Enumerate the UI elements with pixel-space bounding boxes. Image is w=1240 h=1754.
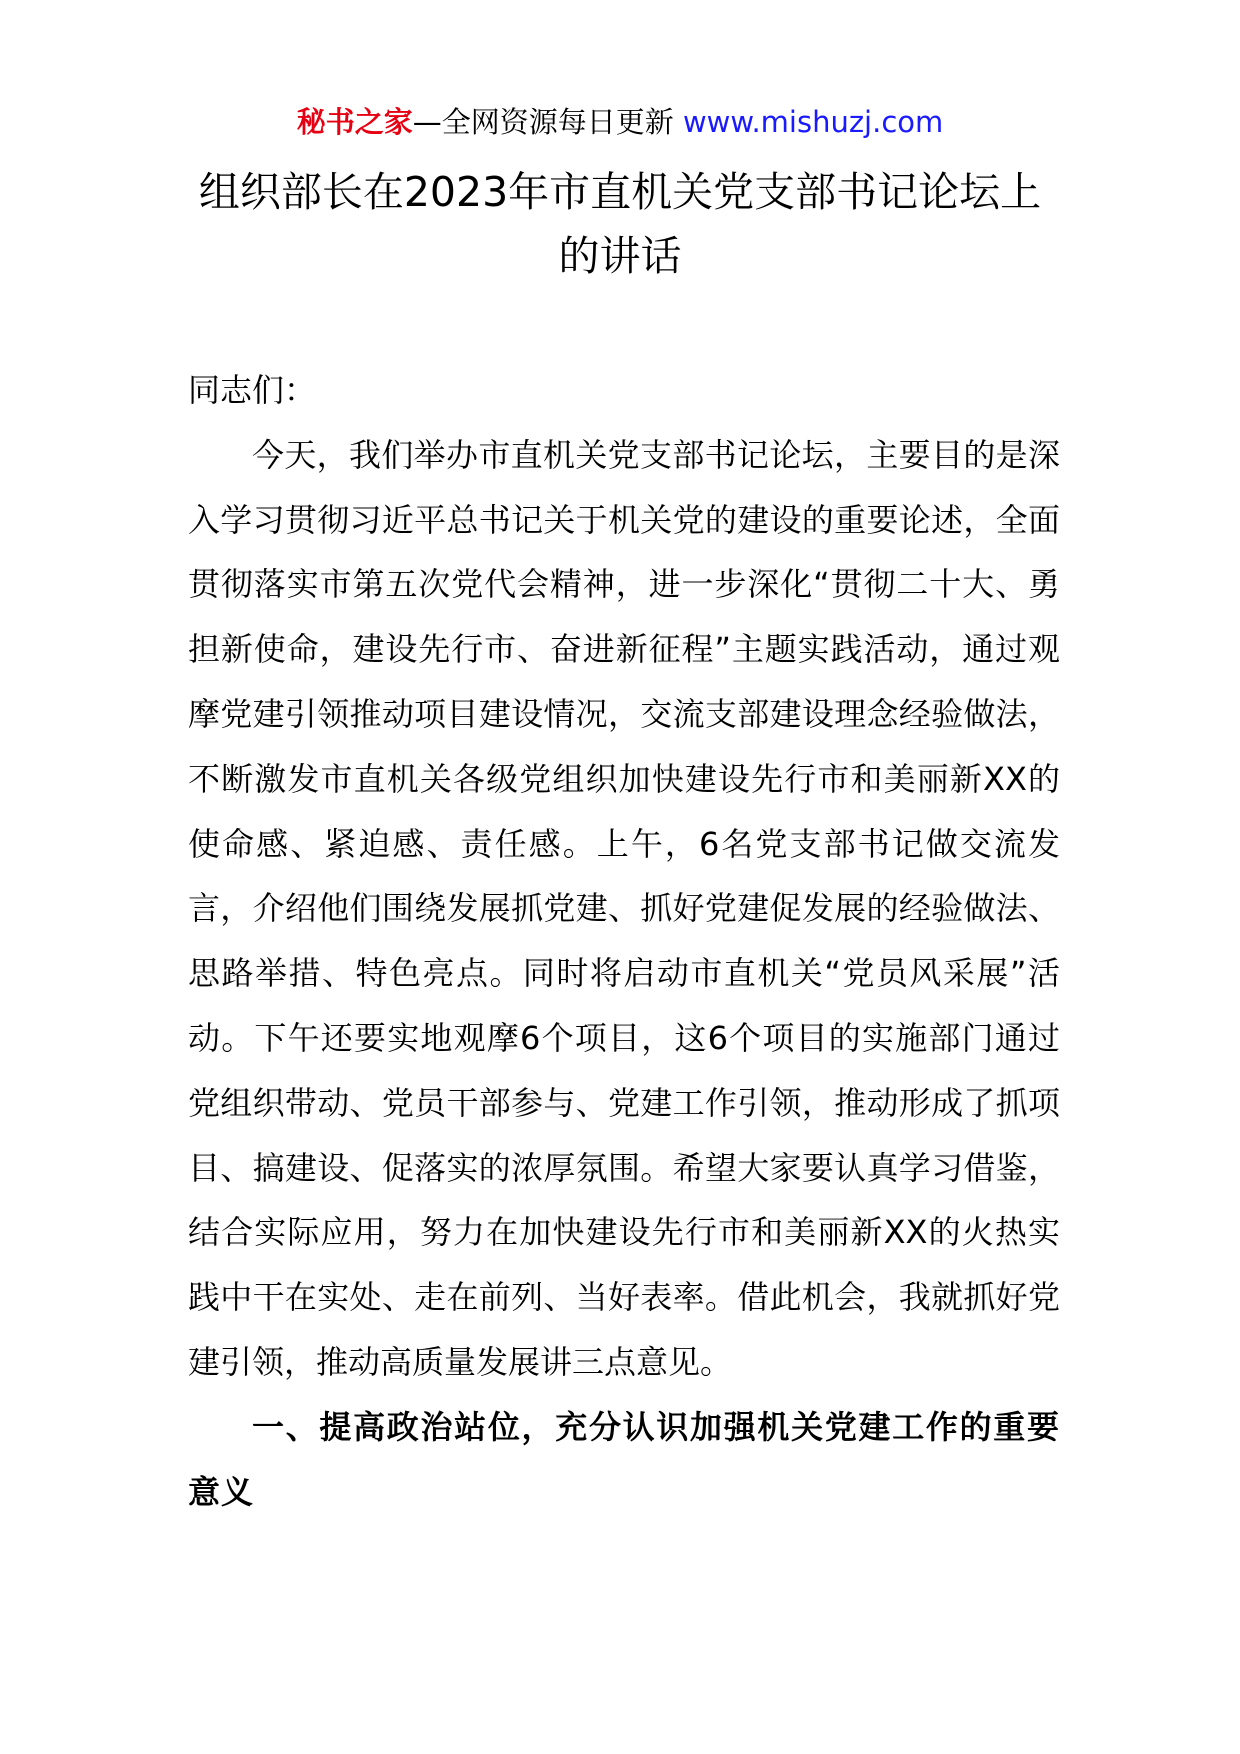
site-url-link[interactable]: www.mishuzj.com xyxy=(682,105,944,139)
section-heading: 一、提高政治站位，充分认识加强机关党建工作的重要意义 xyxy=(188,1407,1060,1511)
site-brand: 秘书之家 xyxy=(296,105,413,139)
body-paragraph: 今天，我们举办市直机关党支部书记论坛，主要目的是深入学习贯彻习近平总书记关于机关党的建设的重要论述，全面贯彻落实市第五次党代会精神，进一步深化“贯彻二十大、勇担新使命，建设先行市、奋进新征程”主题实践活动，通过观摩党建引领推动项目建设情况，交流支部建设理念经验做法，不断激发市直机关各级党组织加快建设先行市和美丽新XX的使命感、紧迫感、责任感。上午，6名党支部书记做交流发言，介绍他们围绕发展抓党建、抓好党建促发展的经验做法、思路举措、特色亮点。同时将启动市直机关“党员风采展”活动。下午还要实地观摩6个项目，这6个项目的实施部门通过党组织带动、党员干部参与、党建工作引领，推动形成了抓项目、搞建设、促落实的浓厚氛围。希望大家要认真学习借鉴，结合实际应用，努力在加快建设先行市和美丽新XX的火热实践中干在实处、走在前列、当好表率。借此机会，我就抓好党建引领，推动高质量发展讲三点意见。 xyxy=(188,435,1060,1381)
document-body xyxy=(188,358,1060,1524)
salutation: 同志们： xyxy=(188,371,317,409)
site-slogan: —全网资源每日更新 xyxy=(412,105,683,139)
site-header xyxy=(0,100,1240,144)
document-title: 组织部长在2023年市直机关党支部书记论坛上的讲话 xyxy=(198,168,1042,280)
